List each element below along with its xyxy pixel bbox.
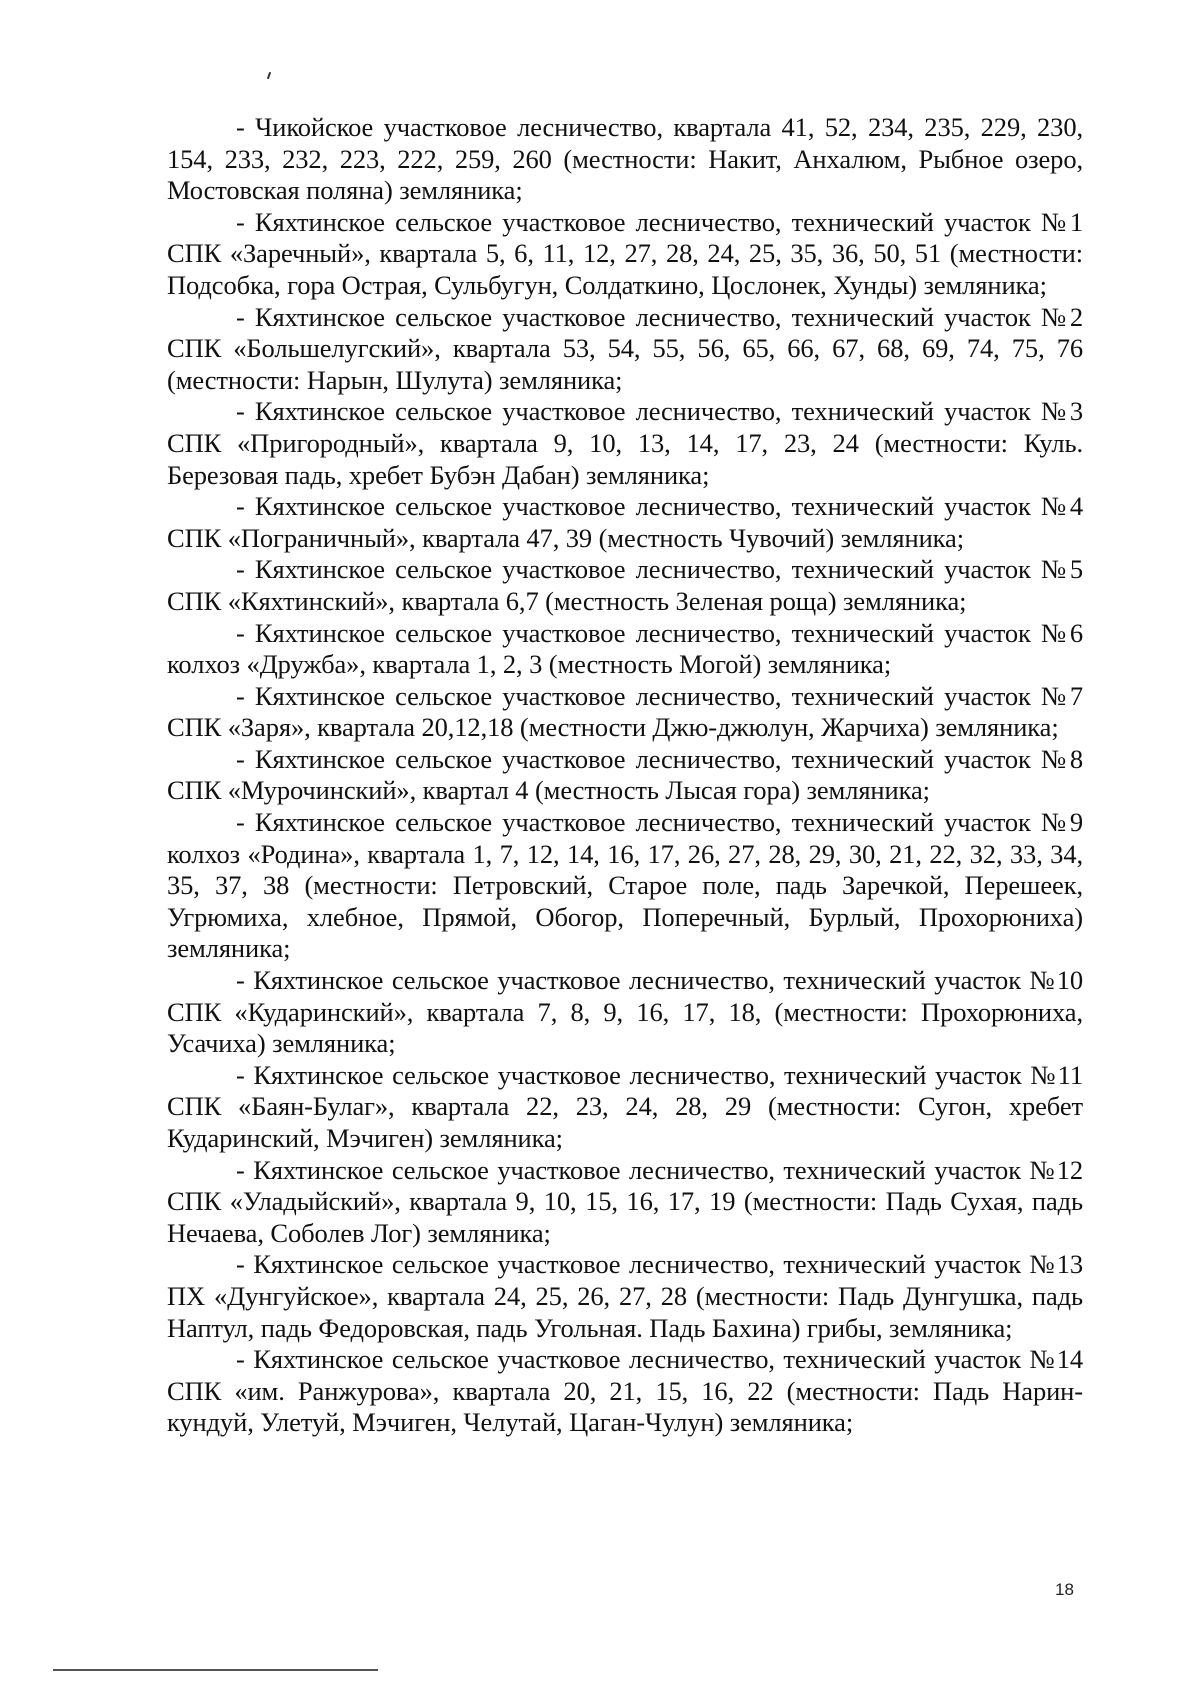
paragraph-plot-8: - Кяхтинское сельское участковое лесничество, технический участок №8 СПК «Мурочинский», квартал 4 (местность Лысая гора) земляника; bbox=[167, 743, 1083, 806]
paragraph-plot-6: - Кяхтинское сельское участковое лесничество, технический участок №6 колхоз «Дружба», квартала 1, 2, 3 (местность Могой) земляника; bbox=[167, 617, 1083, 680]
paragraph-plot-12: - Кяхтинское сельское участковое лесничество, технический участок №12 СПК «Уладыйский», квартала 9, 10, 15, 16, 17, 19 (местности: Падь Сухая, падь Нечаева, Соболев Лог) земляника; bbox=[167, 1154, 1083, 1248]
paragraph-plot-14: - Кяхтинское сельское участковое лесничество, технический участок №14 СПК «им. Ранжурова», квартала 20, 21, 15, 16, 22 (местности: Падь Нарин-кундуй, Улетуй, Мэчиген, Челутай, Цаган-Чулун) земляника; bbox=[167, 1344, 1083, 1438]
paragraph-plot-10: - Кяхтинское сельское участковое лесничество, технический участок №10 СПК «Кударинский», квартала 7, 8, 9, 16, 17, 18, (местности: Прохорюниха, Усачиха) земляника; bbox=[167, 965, 1083, 1059]
paragraph-plot-2: - Кяхтинское сельское участковое лесничество, технический участок №2 СПК «Большелугский», квартала 53, 54, 55, 56, 65, 66, 67, 68, 69, 74, 75, 76 (местности: Нарын, Шулута) земляника; bbox=[167, 301, 1083, 395]
paragraph-plot-5: - Кяхтинское сельское участковое лесничество, технический участок №5 СПК «Кяхтинский», квартала 6,7 (местность Зеленая роща) земляника; bbox=[167, 554, 1083, 616]
paragraph-plot-9: - Кяхтинское сельское участковое лесничество, технический участок №9 колхоз «Родина», квартала 1, 7, 12, 14, 16, 17, 26, 27, 28, 29, 30, 21, 22, 32, 33, 34, 35, 37, 38 (местности: Петровский, Старое поле, падь Заречкой, Перешеек, Угрюмиха, хлебное, Прямой, Обогор, Поперечный, Бурлый, Прохорюниха) земляника; bbox=[167, 807, 1083, 964]
paragraph-plot-13: - Кяхтинское сельское участковое лесничество, технический участок №13 ПХ «Дунгуйское», квартала 24, 25, 26, 27, 28 (местности: Падь Дунгушка, падь Наптул, падь Федоровская, падь Угольная. Падь Бахина) грибы, земляника; bbox=[167, 1249, 1083, 1343]
paragraph-plot-3: - Кяхтинское сельское участковое лесничество, технический участок №3 СПК «Пригородный», квартала 9, 10, 13, 14, 17, 23, 24 (местности: Куль. Березовая падь, хребет Бубэн Дабан) земляника; bbox=[167, 396, 1083, 490]
body-text bbox=[167, 112, 1083, 1439]
paragraph-plot-11: - Кяхтинское сельское участковое лесничество, технический участок №11 СПК «Баян-Булаг», квартала 22, 23, 24, 28, 29 (местности: Сугон, хребет Кударинский, Мэчиген) земляника; bbox=[167, 1059, 1083, 1153]
scan-mark bbox=[267, 72, 271, 79]
footnote-divider bbox=[53, 1669, 378, 1671]
paragraph-plot-7: - Кяхтинское сельское участковое лесничество, технический участок №7 СПК «Заря», квартала 20,12,18 (местности Джю-джюлун, Жарчиха) земляника; bbox=[167, 680, 1083, 743]
paragraph-plot-1: - Кяхтинское сельское участковое лесничество, технический участок №1 СПК «Заречный», квартала 5, 6, 11, 12, 27, 28, 24, 25, 35, 36, 50, 51 (местности: Подсобка, гора Острая, Сульбугун, Солдаткино, Цослонек, Хунды) земляника; bbox=[167, 206, 1083, 300]
paragraph-chikoy: - Чикойское участковое лесничество, квартала 41, 52, 234, 235, 229, 230, 154, 233, 232, 223, 222, 259, 260 (местности: Накит, Анхалюм, Рыбное озеро, Мостовская поляна) земляника; bbox=[167, 112, 1083, 206]
page-number: 18 bbox=[1055, 1580, 1074, 1599]
paragraph-plot-4: - Кяхтинское сельское участковое лесничество, технический участок №4 СПК «Пограничный», квартала 47, 39 (местность Чувочий) земляника; bbox=[167, 491, 1083, 553]
